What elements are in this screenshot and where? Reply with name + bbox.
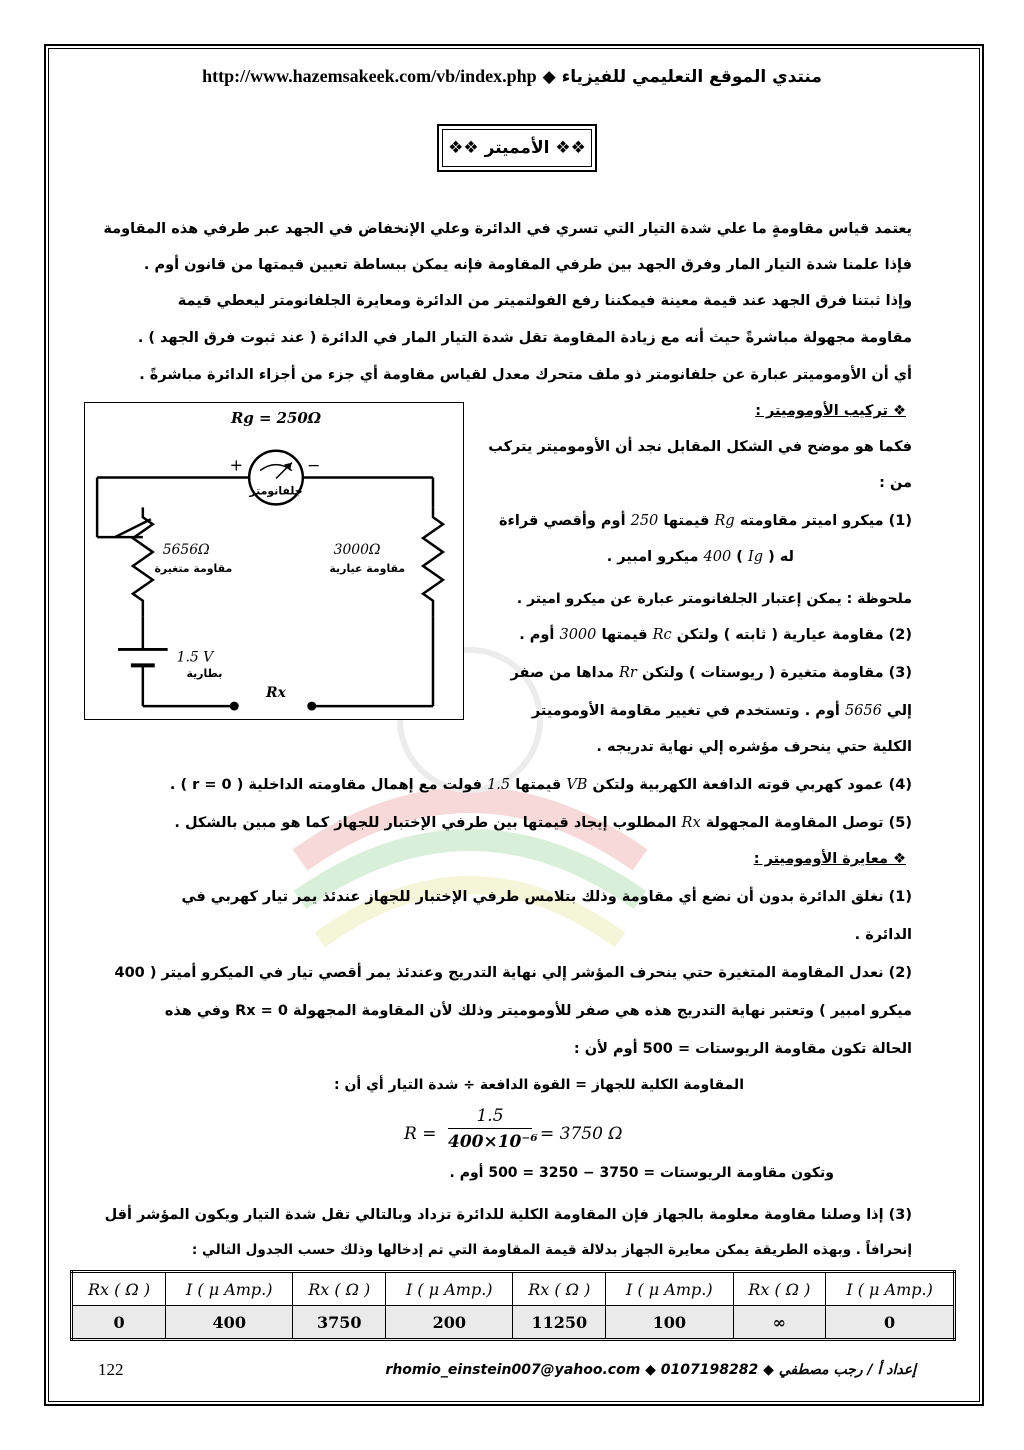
definition-line: أي أن الأوموميتر عبارة عن جلفانومتر ذو ملف متحرك معدل لقياس مقاومة أي جزء من أجزاء الدائرة مباشرةً . — [139, 367, 912, 383]
construction-lead: فكما هو موضح في الشكل المقابل نجد أن الأوموميتر يتركب — [488, 439, 912, 455]
symbol-vb: VB — [566, 777, 588, 793]
construction-heading: ❖ تركيب الأوموميتر : — [755, 403, 906, 419]
symbol-rc: Rc — [652, 627, 672, 643]
formula-rhs: = 3750 Ω — [540, 1124, 623, 1144]
item-3-line-3: الكلية حتي ينحرف مؤشره إلي نهاية تدريجه . — [596, 739, 912, 755]
diamonds-icon: ❖❖ — [549, 138, 586, 158]
item-1-value-2: 400 — [703, 549, 732, 565]
item-2-text-c: أوم . — [519, 627, 555, 643]
table-header-cell: I ( μ Amp.) — [386, 1272, 513, 1306]
battery-value: 1.5 V — [176, 649, 214, 666]
item-4-line — [170, 776, 912, 795]
step-1-line-2: الدائرة . — [854, 927, 912, 943]
symbol-rg: Rg — [714, 513, 735, 529]
ohmmeter-circuit-diagram — [84, 402, 464, 720]
item-5-text-b: المطلوب إيجاد قيمتها بين طرفي الإختبار للجهاز كما هو مبين بالشكل . — [174, 815, 677, 831]
item-1-text-f: ميكرو امبير . — [606, 549, 699, 565]
table-cell: 100 — [606, 1306, 733, 1340]
page-header — [60, 66, 964, 87]
step-2-line-3: الحالة تكون مقاومة الريوستات = 500 أوم لأن : — [573, 1041, 912, 1057]
intro-line-2: فإذا علمنا شدة التيار المار وفرق الجهد بين طرفي المقاومة فإنه يمكن ببساطة تعيين قيمتها من قانون أوم . — [143, 257, 912, 273]
step-3-line-1: (3) إذا وصلنا مقاومة معلومة بالجهاز فإن المقاومة الكلية للدائرة تزداد وبالتالي تقل شدة التيار ويكون المؤشر أقل — [104, 1207, 912, 1223]
formula-denominator: 400×10⁻⁶ — [448, 1132, 538, 1152]
item-3-text-d: أوم . وتستخدم في تغيير مقاومة الأوموميتر — [531, 703, 840, 719]
battery-label: بطارية — [186, 667, 223, 681]
symbol-rx: Rx — [681, 815, 701, 831]
item-1-value: 250 — [630, 513, 659, 529]
author-credit: rhomio_einstein007@yahoo.com ◆ 0107198282 ◆ إعداد أ / رجب مصطفي — [385, 1362, 916, 1378]
table-header-cell: Rx ( Ω ) — [513, 1272, 606, 1306]
title-box — [437, 124, 597, 172]
construction-lead-2: من : — [879, 475, 912, 491]
table-header-cell: I ( μ Amp.) — [606, 1272, 733, 1306]
rx-label: Rx — [266, 685, 286, 702]
step-2-line-2: ميكرو امبير ) وتعتبر نهاية التدريج هذه هي صفر للأوموميتر وذلك لأن المقاومة المجهولة Rx = 0 وفي هذه — [164, 1003, 912, 1019]
variable-resistor-label: مقاومة متغيرة — [154, 561, 233, 575]
page-number: 122 — [98, 1360, 124, 1379]
header-url: http://www.hazemsakeek.com/vb/index.php — [202, 66, 537, 86]
table-row — [72, 1306, 955, 1340]
table-cell: 200 — [386, 1306, 513, 1340]
item-4-text-c: فولت مع إهمال مقاومته الداخلية ( r = 0 ) . — [169, 777, 482, 793]
item-1-text-b: قيمتها — [663, 513, 710, 529]
item-3-text-a: (3) مقاومة متغيرة ( ريوستات ) ولتكن — [641, 665, 912, 681]
table-cell: 3750 — [293, 1306, 386, 1340]
formula-numerator: 1.5 — [448, 1104, 532, 1129]
standard-resistor-label: مقاومة عيارية — [329, 561, 406, 575]
page-footer — [86, 1360, 950, 1384]
variable-resistor-value: 5656Ω — [162, 542, 210, 559]
table-cell: ∞ — [733, 1306, 826, 1340]
calibration-heading: ❖ معايرة الأوموميتر : — [753, 851, 906, 867]
galvanometer-label: جلفانومتر — [249, 484, 303, 498]
construction-heading-text: تركيب الأوموميتر : — [755, 403, 888, 419]
rg-label: Rg = 250Ω — [230, 408, 321, 427]
calibration-heading-text: معايرة الأوموميتر : — [753, 851, 888, 867]
table-cell: 400 — [166, 1306, 293, 1340]
item-1-line-1 — [499, 512, 912, 531]
header-site-name: منتدي الموقع التعليمي للفيزياء — [561, 67, 822, 87]
item-1-text-c: أوم وأقصي قراءة — [498, 513, 626, 529]
note-line: ملحوظة : يمكن إعتبار الجلفانومتر عبارة عن ميكرو اميتر . — [516, 591, 912, 607]
step-1-line-1: (1) نغلق الدائرة بدون أن نضع أي مقاومة وذلك بتلامس طرفي الإختبار للجهاز عندئذ يمر تيار كهربي في — [181, 889, 912, 905]
table-header-cell: Rx ( Ω ) — [733, 1272, 826, 1306]
item-5-line — [174, 814, 912, 833]
table-header-cell: I ( μ Amp.) — [166, 1272, 293, 1306]
item-4-text-a: (4) عمود كهربي قوته الدافعة الكهربية ولتكن — [592, 777, 912, 793]
formula-lhs: R = — [404, 1124, 437, 1144]
table-header-row — [72, 1272, 955, 1306]
item-5-text-a: (5) توصل المقاومة المجهولة — [705, 815, 912, 831]
item-1-text-d: له ( — [768, 549, 794, 565]
item-3-value: 5656 — [844, 703, 882, 719]
symbol-rr: Rr — [619, 665, 637, 681]
item-2-value: 3000 — [559, 627, 597, 643]
table-header-cell: I ( μ Amp.) — [826, 1272, 955, 1306]
item-1-text-a: (1) ميكرو اميتر مقاومته — [739, 513, 912, 529]
calibration-table — [70, 1270, 956, 1341]
intro-line-3: وإذا ثبتنا فرق الجهد عند قيمة معينة فيمكننا رفع الفولتميتر من الدائرة ومعايرة الجلفانومتر ليعطي قيمة — [177, 293, 912, 309]
table-cell: 0 — [72, 1306, 166, 1340]
item-1-text-e: ) — [736, 549, 743, 565]
standard-resistor-value: 3000Ω — [333, 542, 381, 559]
intro-line-4: مقاومة مجهولة مباشرةً حيث أنه مع زيادة المقاومة تقل شدة التيار المار في الدائرة ( عند ثبوت فرق الجهد ) . — [137, 330, 912, 346]
item-2-text-b: قيمتها — [601, 627, 648, 643]
plus-sign: + — [229, 455, 243, 475]
step-3-line-2: إنحرافاً . وبهذه الطريقة يمكن معايرة الجهاز بدلالة قيمة المقاومة التي تم إدخالها وذلك حسب الجدول التالي : — [191, 1242, 912, 1258]
diamond-icon: ◆ — [542, 67, 562, 87]
item-3-text-b: مداها من صفر — [510, 665, 614, 681]
rheostat-line: وتكون مقاومة الريوستات = 3750 − 3250 = 500 أوم . — [449, 1165, 834, 1181]
minus-sign: − — [307, 455, 321, 475]
symbol-ig: Ig — [748, 549, 764, 565]
item-3-text-c: إلي — [886, 703, 912, 719]
circuit-svg — [85, 403, 463, 719]
item-4-text-b: قيمتها — [515, 777, 562, 793]
table-cell: 11250 — [513, 1306, 606, 1340]
table-cell: 0 — [826, 1306, 955, 1340]
item-3-line-1 — [511, 664, 912, 683]
table-header-cell: Rx ( Ω ) — [293, 1272, 386, 1306]
diamonds-icon: ❖❖ — [448, 138, 485, 158]
item-4-value: 1.5 — [487, 777, 511, 793]
item-2-line — [519, 626, 912, 645]
page-border-inner — [48, 48, 980, 1402]
formula-intro: المقاومة الكلية للجهاز = القوة الدافعة ÷ شدة التيار أي أن : — [333, 1077, 744, 1093]
item-3-line-2 — [532, 702, 912, 721]
item-2-text-a: (2) مقاومة عيارية ( ثابته ) ولتكن — [676, 627, 912, 643]
table-header-cell: Rx ( Ω ) — [72, 1272, 166, 1306]
intro-line-1: يعتمد قياس مقاومةٍ ما علي شدة التيار التي تسري في الدائرة وعلي الإنخفاض في الجهد عبر طرفي هذه المقاومة — [103, 221, 912, 237]
page-title: الأمميتر — [484, 138, 550, 158]
step-2-line-1: (2) نعدل المقاومة المتغيرة حتي ينحرف المؤشر إلي نهاية التدريج وعندئذ يمر أقصي تيار في الميكرو أميتر ( 400 — [114, 965, 912, 981]
item-1-line-2 — [607, 548, 794, 567]
